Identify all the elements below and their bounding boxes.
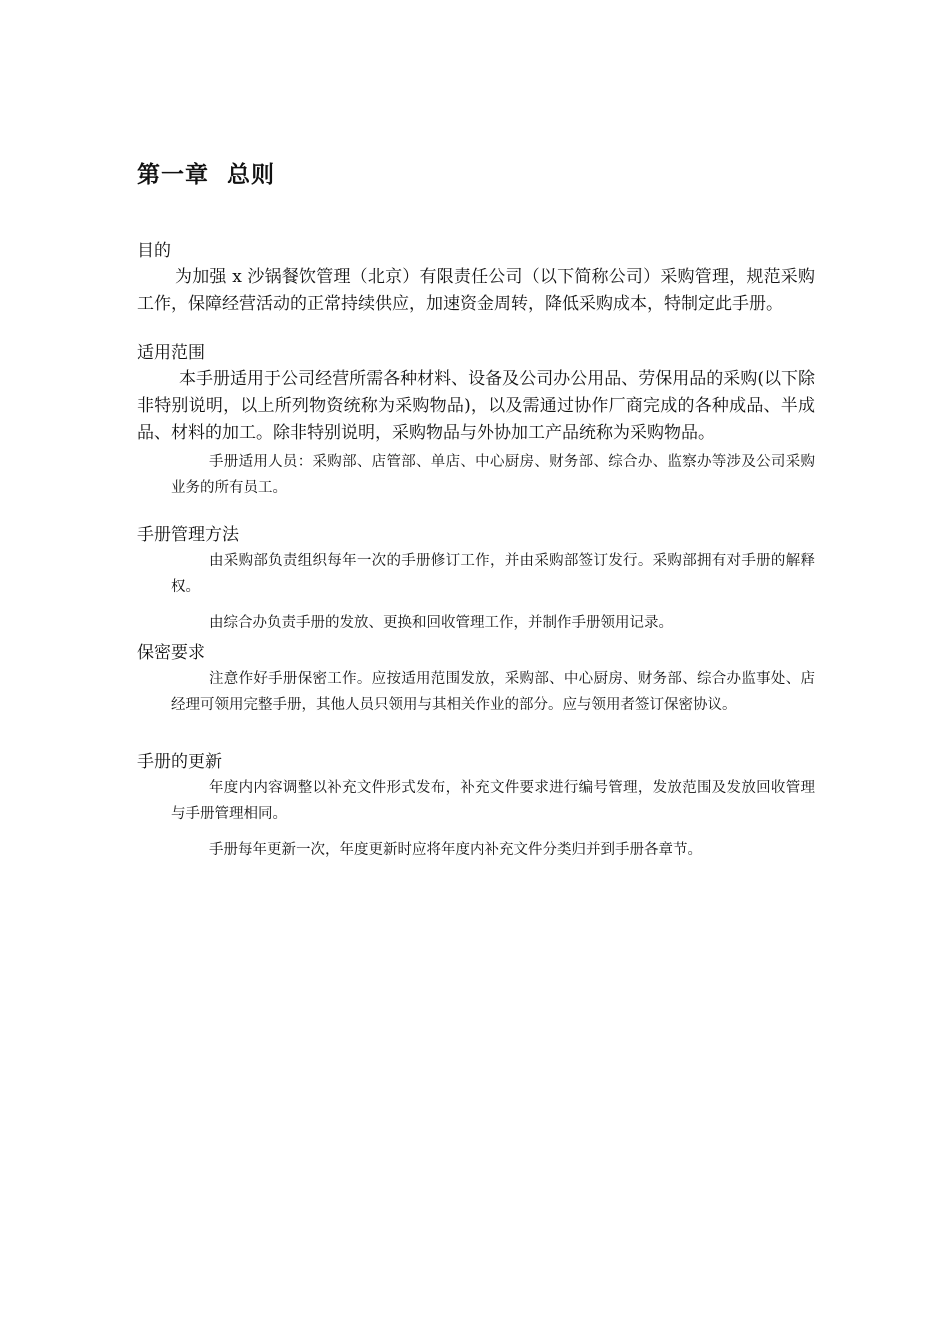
management-paragraph-2: 由综合办负责手册的发放、更换和回收管理工作，并制作手册领用记录。: [209, 615, 673, 631]
section-heading-updates: 手册的更新: [137, 752, 222, 772]
scope-personnel-paragraph: 手册适用人员：采购部、店管部、单店、中心厨房、财务部、综合办、监察办等涉及公司采购业务的所有员工。: [171, 454, 815, 496]
updates-paragraph-1: 年度内内容调整以补充文件形式发布，补充文件要求进行编号管理，发放范围及发放回收管理与手册管理相同。: [171, 780, 815, 822]
management-paragraph-1: 由采购部负责组织每年一次的手册修订工作，并由采购部签订发行。采购部拥有对手册的解释权。: [171, 553, 815, 595]
section-updates: [137, 749, 815, 863]
section-heading-confidentiality: 保密要求: [137, 643, 205, 663]
section-heading-scope: 适用范围: [137, 343, 205, 363]
updates-paragraph-2: 手册每年更新一次，年度更新时应将年度内补充文件分类归并到手册各章节。: [209, 842, 702, 858]
purpose-paragraph: 为加强 x 沙锅餐饮管理（北京）有限责任公司（以下简称公司）采购管理，规范采购工作，保障经营活动的正常持续供应，加速资金周转，降低采购成本，特制定此手册。: [137, 267, 815, 314]
section-heading-purpose: 目的: [137, 241, 171, 261]
section-purpose: [137, 238, 815, 318]
section-heading-management: 手册管理方法: [137, 525, 239, 545]
section-scope: [137, 340, 815, 501]
chapter-title: 第一章 总则: [137, 162, 276, 188]
section-management: [137, 522, 815, 636]
section-confidentiality: [137, 640, 815, 718]
scope-paragraph: 本手册适用于公司经营所需各种材料、设备及公司办公用品、劳保用品的采购(以下除非特别说明，以上所列物资统称为采购物品)，以及需通过协作厂商完成的各种成品、半成品、材料的加工。除非特别说明，采购物品与外协加工产品统称为采购物品。: [137, 369, 815, 443]
confidentiality-paragraph: 注意作好手册保密工作。应按适用范围发放，采购部、中心厨房、财务部、综合办监事处、店经理可领用完整手册，其他人员只领用与其相关作业的部分。应与领用者签订保密协议。: [171, 671, 815, 713]
